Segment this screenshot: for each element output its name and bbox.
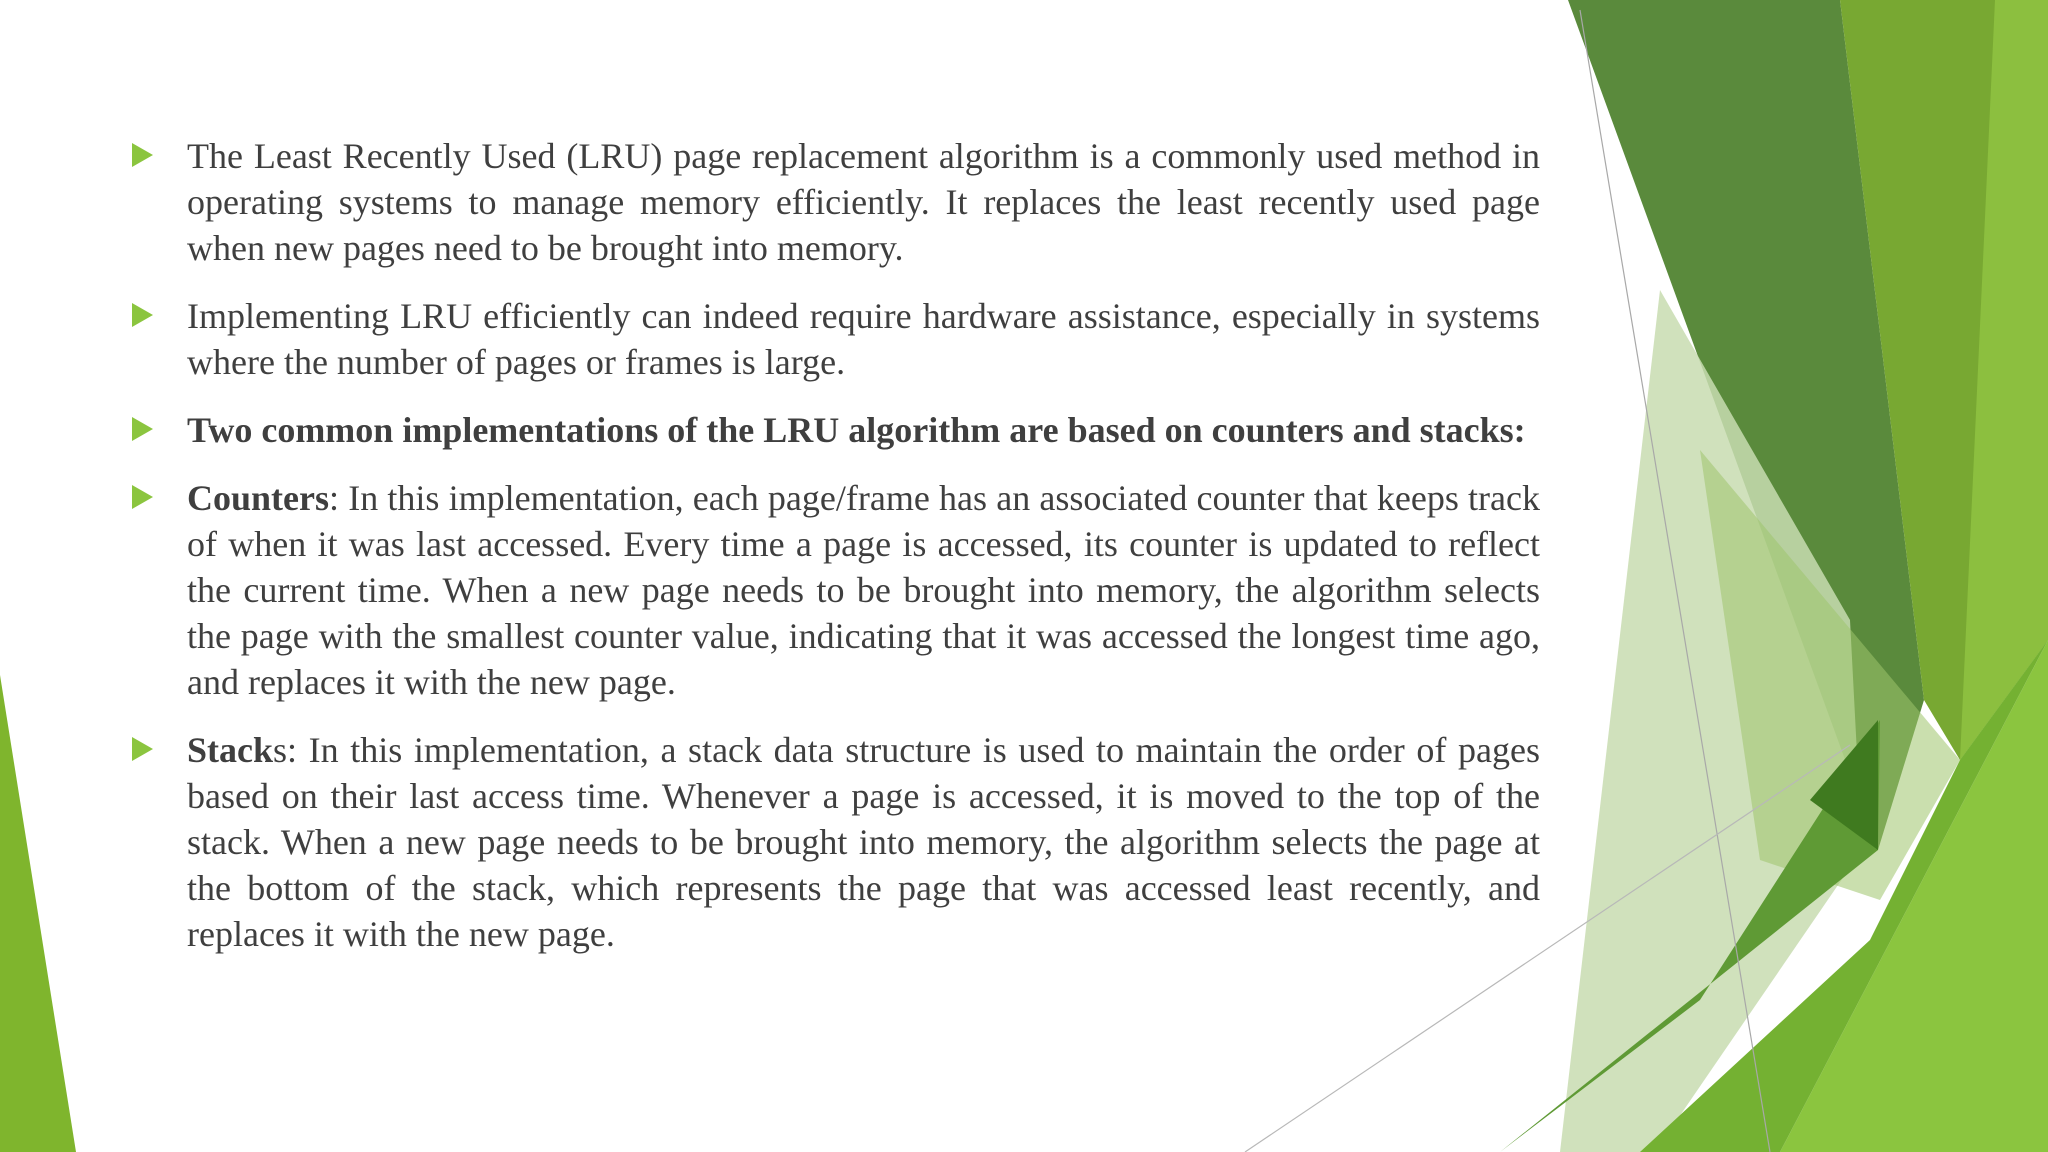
bullet-text: Two common implementations of the LRU algorithm are based on counters and stacks: [187,410,1526,450]
triangle-bullet-icon [132,737,153,761]
left-green-facet [0,675,76,1152]
bullet-text: Implementing LRU efficiently can indeed require hardware assistance, especially in systems where the number of pages or frames is large. [187,296,1540,382]
bullet-item-implementations [130,407,1540,453]
bullet-term: Stack [187,730,274,770]
bullet-term: Counters [187,478,329,518]
triangle-bullet-icon [132,485,153,509]
bullet-text: s: In this implementation, a stack data structure is used to maintain the order of pages based on their last access time. Whenever a page is accessed, it is moved to the top of the stack. When a new page needs to be brought into memory, the algorithm selects the page at the bottom of the stack, which represents the page that was accessed least recently, and replaces it with the new page. [187,730,1540,954]
triangle-bullet-icon [132,143,153,167]
bullet-text: The Least Recently Used (LRU) page replacement algorithm is a commonly used method in operating systems to manage memory efficiently. It replaces the least recently used page when new pages need to be brought into memory. [187,136,1540,268]
bullet-text: : In this implementation, each page/frame has an associated counter that keeps track of when it was last accessed. Every time a page is accessed, its counter is updated to reflect the current time. When a new page needs to be brought into memory, the algorithm selects the page with the smallest counter value, indicating that it was accessed the longest time ago, and replaces it with the new page. [187,478,1540,702]
triangle-bullet-icon [132,417,153,441]
bullet-item-hardware [130,293,1540,385]
bullet-item-lru-intro [130,133,1540,271]
bullet-item-stacks [130,727,1540,957]
bullet-list [130,133,1540,979]
bullet-item-counters [130,475,1540,705]
triangle-bullet-icon [132,303,153,327]
